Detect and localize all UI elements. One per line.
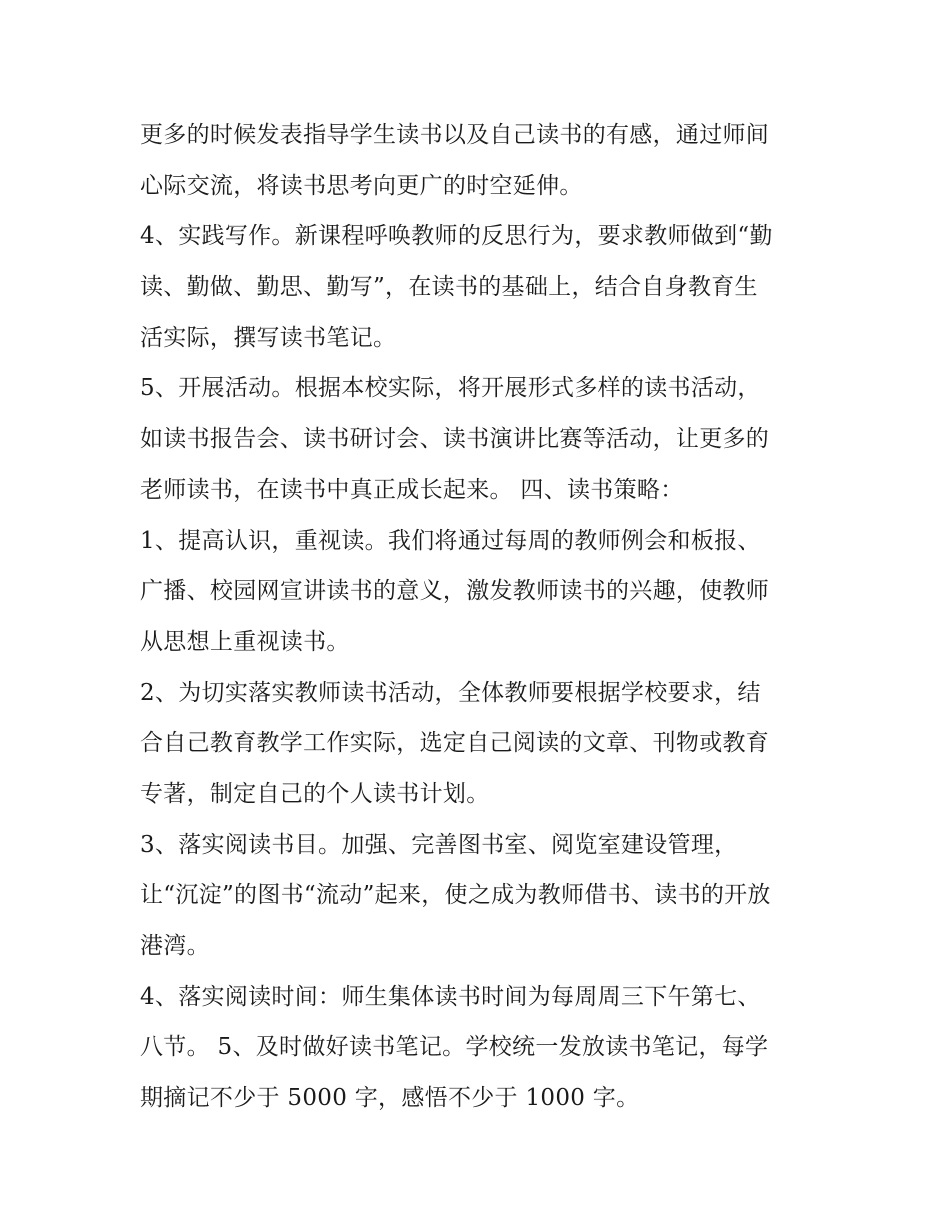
text-line: 1、提高认识，重视读。我们将通过每周的教师例会和板报、	[140, 527, 761, 554]
text-line: 从思想上重视读书。	[140, 628, 350, 655]
text-line: 期摘记不少于 5000 字，感悟不少于 1000 字。	[140, 1085, 640, 1112]
text-line: 3、落实阅读书目。加强、完善图书室、阅览室建设管理，	[140, 831, 738, 858]
document-body	[140, 110, 820, 1124]
text-line: 5、开展活动。根据本校实际，将开展形式多样的读书活动，	[140, 375, 761, 402]
text-line: 4、实践写作。新课程呼唤教师的反思行为，要求教师做到“勤	[140, 223, 773, 250]
text-line: 八节。 5、及时做好读书笔记。学校统一发放读书笔记，每学	[140, 1034, 769, 1061]
text-line: 让“沉淀”的图书“流动”起来，使之成为教师借书、读书的开放	[140, 882, 771, 909]
text-line: 合自己教育教学工作实际，选定自己阅读的文章、刊物或教育	[140, 730, 770, 757]
text-line: 4、落实阅读时间：师生集体读书时间为每周周三下午第七、	[140, 983, 761, 1010]
text-line: 港湾。	[140, 933, 210, 959]
text-line: 广播、校园网宣讲读书的意义，激发教师读书的兴趣，使教师	[140, 578, 770, 605]
text-line: 心际交流，将读书思考向更广的时空延伸。	[140, 172, 583, 199]
text-line: 活实际，撰写读书笔记。	[140, 324, 397, 351]
text-line: 专著，制定自己的个人读书计划。	[140, 780, 490, 807]
text-line: 如读书报告会、读书研讨会、读书演讲比赛等活动，让更多的	[140, 426, 770, 453]
text-line: 2、为切实落实教师读书活动，全体教师要根据学校要求，结	[140, 679, 761, 706]
text-line: 读、勤做、勤思、勤写”，在读书的基础上，结合自身教育生	[140, 274, 758, 301]
text-line: 更多的时候发表指导学生读书以及自己读书的有感，通过师间	[140, 122, 770, 148]
text-line: 老师读书，在读书中真正成长起来。 四、读书策略：	[140, 476, 684, 503]
